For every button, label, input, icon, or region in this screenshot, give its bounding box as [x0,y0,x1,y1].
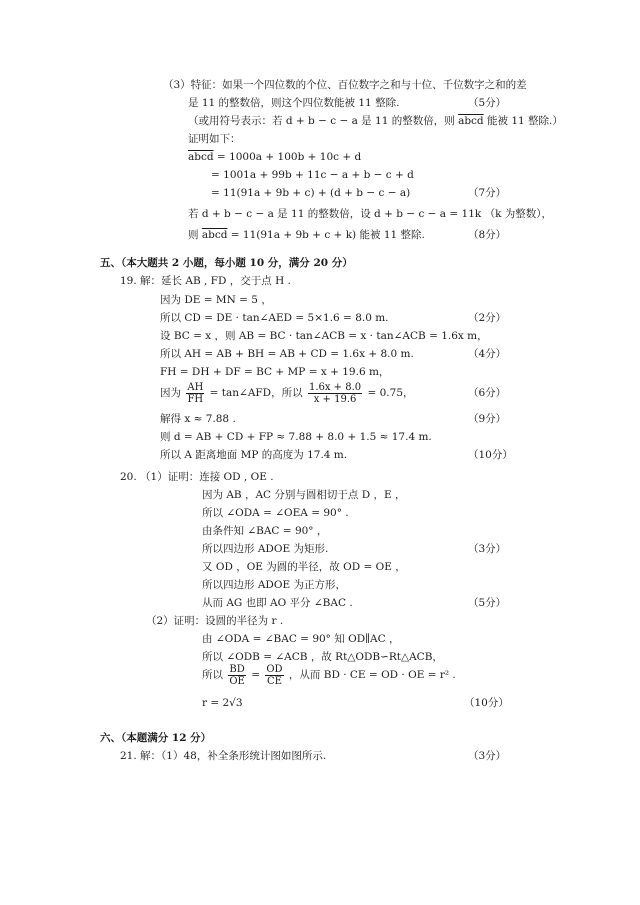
q19-line1: 19. 解：延长 AB , FD ，交于点 H . [120,275,291,287]
q21-line1: 21. 解：（1）48，补全条形统计图如图所示. [120,750,327,762]
q20-line2: 因为 AB ，AC 分别与圆相切于点 D ，E ， [202,489,406,501]
part3-eq3-score: （7分） [468,187,507,199]
q20-line12 [202,662,456,688]
q20-line5: 所以四边形 ADOE 为矩形. [202,543,329,555]
q20-line11: 所以 ∠ODB = ∠ACB ，故 Rt△ODB∽Rt△ACB， [202,651,443,663]
q19-line7 [160,381,414,405]
q20-line9: （2）证明：设圆的半径为 r . [146,615,284,627]
q19-line7-score: （6分） [468,387,507,399]
q19-line3-score: （2分） [468,312,507,324]
part3-eq1-rhs: = 1000a + 100b + 10c + d [213,151,362,163]
q20-fraction2-denominator: CE [266,675,282,687]
q19-fraction2-denominator: x + 19.6 [313,393,357,405]
q20-line12-text-a: 所以 [202,669,223,681]
q19-fraction-ah-fh [186,382,204,405]
q19-line9: 则 d = AB + CD + FP ≈ 7.88 + 8.0 + 1.5 ≈ 17.4 m. [160,431,432,443]
q19-line10-score: （10分） [468,449,513,461]
q19-fraction2-numerator: 1.6x + 8.0 [308,381,362,393]
part3-line9-score: （8分） [468,229,507,241]
q20-line8-score: （5分） [468,597,507,609]
q20-fraction-od-ce [265,664,283,687]
q20-fraction2-numerator: OD [266,663,283,675]
section6-heading: 六、（本题满分 12 分） [100,732,212,744]
section5-heading: 五、（本大题共 2 小题，每小题 10 分，满分 20 分） [100,257,353,269]
q19-line10: 所以 A 距离地面 MP 的高度为 17.4 m. [160,449,348,461]
q20-fraction1-denominator: OE [229,675,245,687]
q20-fraction-bd-oe [228,664,246,687]
q19-line7-text-c: = 0.75， [367,387,414,399]
q20-line12-text-c: ，从而 BD · CE = OD · OE = r² . [288,669,456,681]
part3-eq3: = 11(91a + 9b + c) + (d + b − c − a) [211,187,411,199]
q20-line12-text-b: = [251,669,260,681]
part3-eq1 [188,150,361,164]
part3-line3-text-b: 能被 11 整除.） [487,115,563,127]
q19-line5-score: （4分） [468,348,507,360]
part3-eq1-lhs: abcd [188,151,214,163]
q20-line3: 所以 ∠ODA = ∠OEA = 90° . [202,507,349,519]
q19-line4: 设 BC = x ，则 AB = BC · tan∠ACB = x · tan∠ACB = 1.6x m， [160,330,488,342]
q19-line2: 因为 DE = MN = 5 ， [160,294,272,306]
q20-fraction1-numerator: BD [229,663,245,675]
q19-line7-text-b: = tan∠AFD，所以 [209,387,303,399]
part3-line1: （3）特征：如果一个四位数的个位、百位数字之和与十位、千位数字之和的差 [163,79,527,91]
q20-line13: r = 2√3 [202,697,243,709]
part3-line8: 若 d + b − c − a 是 11 的整数倍，设 d + b − c − a = 11k （k 为整数）， [188,208,553,220]
part3-line9-text-b: = 11(91a + 9b + c + k) 能被 11 整除. [227,229,425,241]
q20-line8: 从而 AG 也即 AO 平分 ∠BAC . [202,597,353,609]
q19-line5: 所以 AH = AB + BH = AB + CD = 1.6x + 8.0 m. [160,348,414,360]
q20-line7: 所以四边形 ADOE 为正方形， [202,579,346,591]
part3-line9-abcd: abcd [201,229,228,241]
q19-line3: 所以 CD = DE · tan∠AED = 5×1.6 = 8.0 m. [160,312,389,324]
q19-fraction1-denominator: FH [187,393,204,405]
q20-line6: 又 OD ，OE 为圆的半径，故 OD = OE ， [202,561,406,573]
q20-line5-score: （3分） [468,543,507,555]
q19-line6: FH = DH + DF = BC + MP = x + 19.6 m， [160,366,390,378]
part3-proof-intro: 证明如下： [188,133,241,145]
q21-line1-score: （3分） [468,750,507,762]
q19-fraction1-numerator: AH [187,381,204,393]
q20-line10: 由 ∠ODA = ∠BAC = 90° 知 OD∥AC ， [202,633,400,645]
part3-line2: 是 11 的整数倍，则这个四位数能被 11 整除. [188,97,400,109]
part3-line9-text-a: 则 [188,229,199,241]
part3-line9 [188,228,425,242]
part3-line2-score: （5分） [468,97,507,109]
q19-fraction-equation [308,382,362,405]
q20-line1: 20. （1）证明：连接 OD , OE . [120,471,274,483]
part3-eq2: = 1001a + 99b + 11c − a + b − c + d [211,169,414,181]
q20-line4: 由条件知 ∠BAC = 90° ， [202,525,328,537]
q19-line7-text-a: 因为 [160,387,181,399]
q20-line13-score: （10分） [464,697,509,709]
part3-line3-text-a: （或用符号表示：若 d + b − c − a 是 11 的整数倍，则 [188,115,455,127]
q19-line8-score: （9分） [468,413,507,425]
q19-line8: 解得 x ≈ 7.88 . [160,413,236,425]
part3-line3 [188,114,563,128]
part3-line3-abcd: abcd [458,115,484,127]
